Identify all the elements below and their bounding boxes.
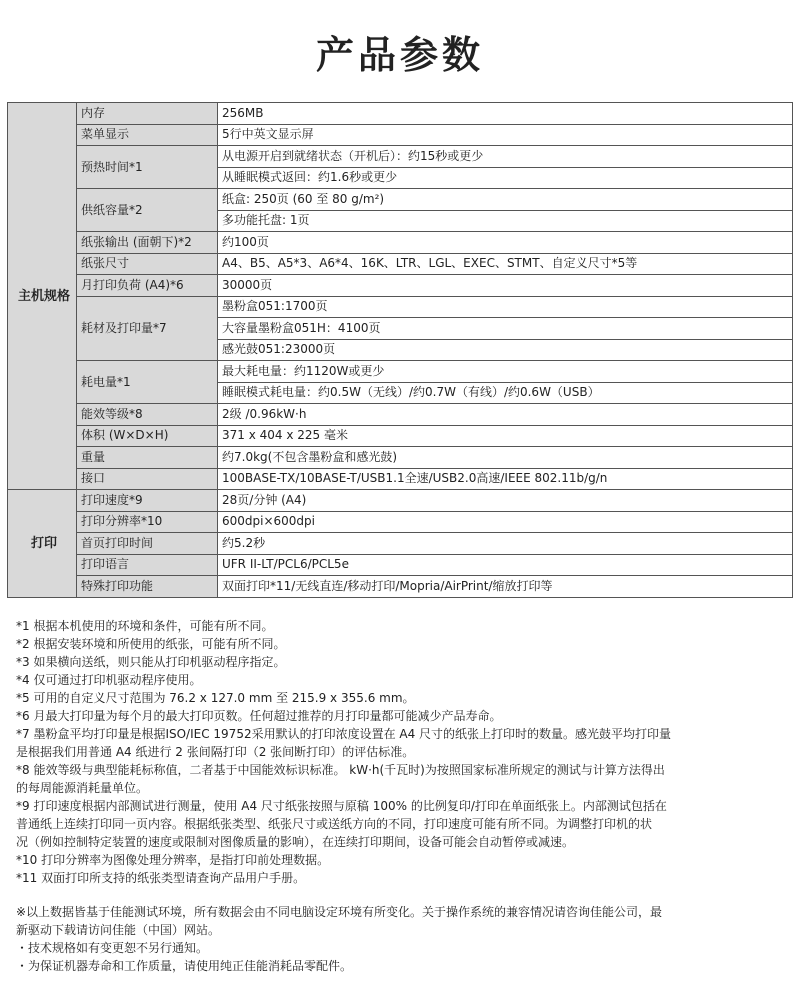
spec-value: 约5.2秒: [218, 533, 793, 555]
spec-item-label: 纸张尺寸: [77, 253, 218, 275]
spec-value: 2级 /0.96kW·h: [218, 404, 793, 426]
footnote-line: *5 可用的自定义尺寸范围为 76.2 x 127.0 mm 至 215.9 x 355.6 mm。: [16, 691, 415, 705]
spec-row: [8, 103, 793, 125]
spec-value: 多功能托盘: 1页: [218, 210, 793, 232]
spec-row: [8, 425, 793, 447]
footnote-line: 况（例如控制特定装置的速度或限制对图像质量的影响），在连续打印期间，设备可能会自动暂停或减速。: [16, 835, 575, 849]
footnote-line: *11 双面打印所支持的纸张类型请查询产品用户手册。: [16, 871, 306, 885]
spec-row: [8, 447, 793, 469]
spec-value: 30000页: [218, 275, 793, 297]
footnote-line: *1 根据本机使用的环境和条件，可能有所不同。: [16, 619, 274, 633]
spec-row: [8, 253, 793, 275]
spec-row: [8, 361, 793, 383]
spec-value: 睡眠模式耗电量：约0.5W（无线）/约0.7W（有线）/约0.6W（USB）: [218, 382, 793, 404]
footnote-line: 普通纸上连续打印同一页内容。根据纸张类型、纸张尺寸或送纸方向的不同，打印速度可能有所不同。为调整打印机的状: [16, 817, 653, 831]
spec-item-label: 首页打印时间: [77, 533, 218, 555]
group-label: 主机规格: [8, 103, 77, 490]
spec-row: [8, 468, 793, 490]
footnote-line: *4 仅可通过打印机驱动程序使用。: [16, 673, 202, 687]
spec-item-label: 体积 (W×D×H): [77, 425, 218, 447]
spec-row: [8, 511, 793, 533]
spec-value: 5行中英文显示屏: [218, 124, 793, 146]
spec-value: UFR II-LT/PCL6/PCL5e: [218, 554, 793, 576]
footnote-line: *7 墨粉盒平均打印量是根据ISO/IEC 19752采用默认的打印浓度设置在 A4 尺寸的纸张上打印时的数量。感光鼓平均打印量: [16, 727, 672, 741]
spec-row: [8, 189, 793, 211]
spec-item-label: 耗电量*1: [77, 361, 218, 404]
spec-item-label: 预热时间*1: [77, 146, 218, 189]
spec-row: [8, 232, 793, 254]
spec-value: 28页/分钟 (A4): [218, 490, 793, 512]
spec-value: 墨粉盒051:1700页: [218, 296, 793, 318]
disclaimer-line: ※以上数据皆基于佳能测试环境，所有数据会由不同电脑设定环境有所变化。关于操作系统的兼容情况请咨询佳能公司，最: [16, 905, 663, 919]
spec-item-label: 纸张输出 (面朝下)*2: [77, 232, 218, 254]
spec-value: 从电源开启到就绪状态（开机后）：约15秒或更少: [218, 146, 793, 168]
spec-item-label: 内存: [77, 103, 218, 125]
spec-item-label: 菜单显示: [77, 124, 218, 146]
footnote-line: 是根据我们用普通 A4 纸进行 2 张间隔打印（2 张间断打印）的评估标准。: [16, 745, 415, 759]
spec-item-label: 月打印负荷 (A4)*6: [77, 275, 218, 297]
spec-value: 约100页: [218, 232, 793, 254]
spec-row: [8, 124, 793, 146]
spec-row: [8, 554, 793, 576]
spec-item-label: 供纸容量*2: [77, 189, 218, 232]
spec-value: A4、B5、A5*3、A6*4、16K、LTR、LGL、EXEC、STMT、自定义尺寸*5等: [218, 253, 793, 275]
spec-item-label: 重量: [77, 447, 218, 469]
disclaimer-line: ・技术规格如有变更恕不另行通知。: [16, 941, 209, 955]
spec-item-label: 能效等级*8: [77, 404, 218, 426]
disclaimer: [16, 903, 780, 975]
footnote-line: *3 如果横向送纸，则只能从打印机驱动程序指定。: [16, 655, 286, 669]
spec-row: [8, 296, 793, 318]
spec-value: 约7.0kg(不包含墨粉盒和感光鼓): [218, 447, 793, 469]
group-label: 打印: [8, 490, 77, 598]
spec-row: [8, 576, 793, 598]
spec-item-label: 打印速度*9: [77, 490, 218, 512]
spec-item-label: 打印分辨率*10: [77, 511, 218, 533]
spec-value: 600dpi×600dpi: [218, 511, 793, 533]
footnote-line: *10 打印分辨率为图像处理分辨率，是指打印前处理数据。: [16, 853, 330, 867]
page-title: 产品参数: [315, 33, 484, 77]
spec-item-label: 特殊打印功能: [77, 576, 218, 598]
notes-section: [16, 617, 780, 975]
spec-value: 大容量墨粉盒051H：4100页: [218, 318, 793, 340]
spec-value: 100BASE-TX/10BASE-T/USB1.1全速/USB2.0高速/IEEE 802.11b/g/n: [218, 468, 793, 490]
footnote-line: *2 根据安装环境和所使用的纸张，可能有所不同。: [16, 637, 286, 651]
spec-value: 纸盒: 250页 (60 至 80 g/m²): [218, 189, 793, 211]
spec-value: 双面打印*11/无线直连/移动打印/Mopria/AirPrint/缩放打印等: [218, 576, 793, 598]
footnote-line: 的每周能源消耗量单位。: [16, 781, 149, 795]
spec-row: [8, 533, 793, 555]
spec-item-label: 打印语言: [77, 554, 218, 576]
spec-value: 256MB: [218, 103, 793, 125]
spec-table: [7, 102, 793, 598]
footnotes: [16, 617, 780, 887]
spec-row: [8, 490, 793, 512]
footnote-line: *9 打印速度根据内部测试进行测量，使用 A4 尺寸纸张按照与原稿 100% 的比例复印/打印在单面纸张上。内部测试包括在: [16, 799, 667, 813]
footnote-line: *6 月最大打印量为每个月的最大打印页数。任何超过推荐的月打印量都可能减少产品寿命。: [16, 709, 502, 723]
spec-item-label: 接口: [77, 468, 218, 490]
spec-value: 感光鼓051:23000页: [218, 339, 793, 361]
spec-value: 从睡眠模式返回：约1.6秒或更少: [218, 167, 793, 189]
spec-row: [8, 146, 793, 168]
spec-row: [8, 404, 793, 426]
disclaimer-line: ・为保证机器寿命和工作质量，请使用纯正佳能消耗品零配件。: [16, 959, 353, 973]
spec-value: 最大耗电量：约1120W或更少: [218, 361, 793, 383]
spec-row: [8, 275, 793, 297]
spec-item-label: 耗材及打印量*7: [77, 296, 218, 361]
spec-value: 371 x 404 x 225 毫米: [218, 425, 793, 447]
footnote-line: *8 能效等级与典型能耗标称值，二者基于中国能效标识标准。 kW·h(千瓦时)为按照国家标准所规定的测试与计算方法得出: [16, 763, 665, 777]
disclaimer-line: 新驱动下载请访问佳能（中国）网站。: [16, 923, 221, 937]
